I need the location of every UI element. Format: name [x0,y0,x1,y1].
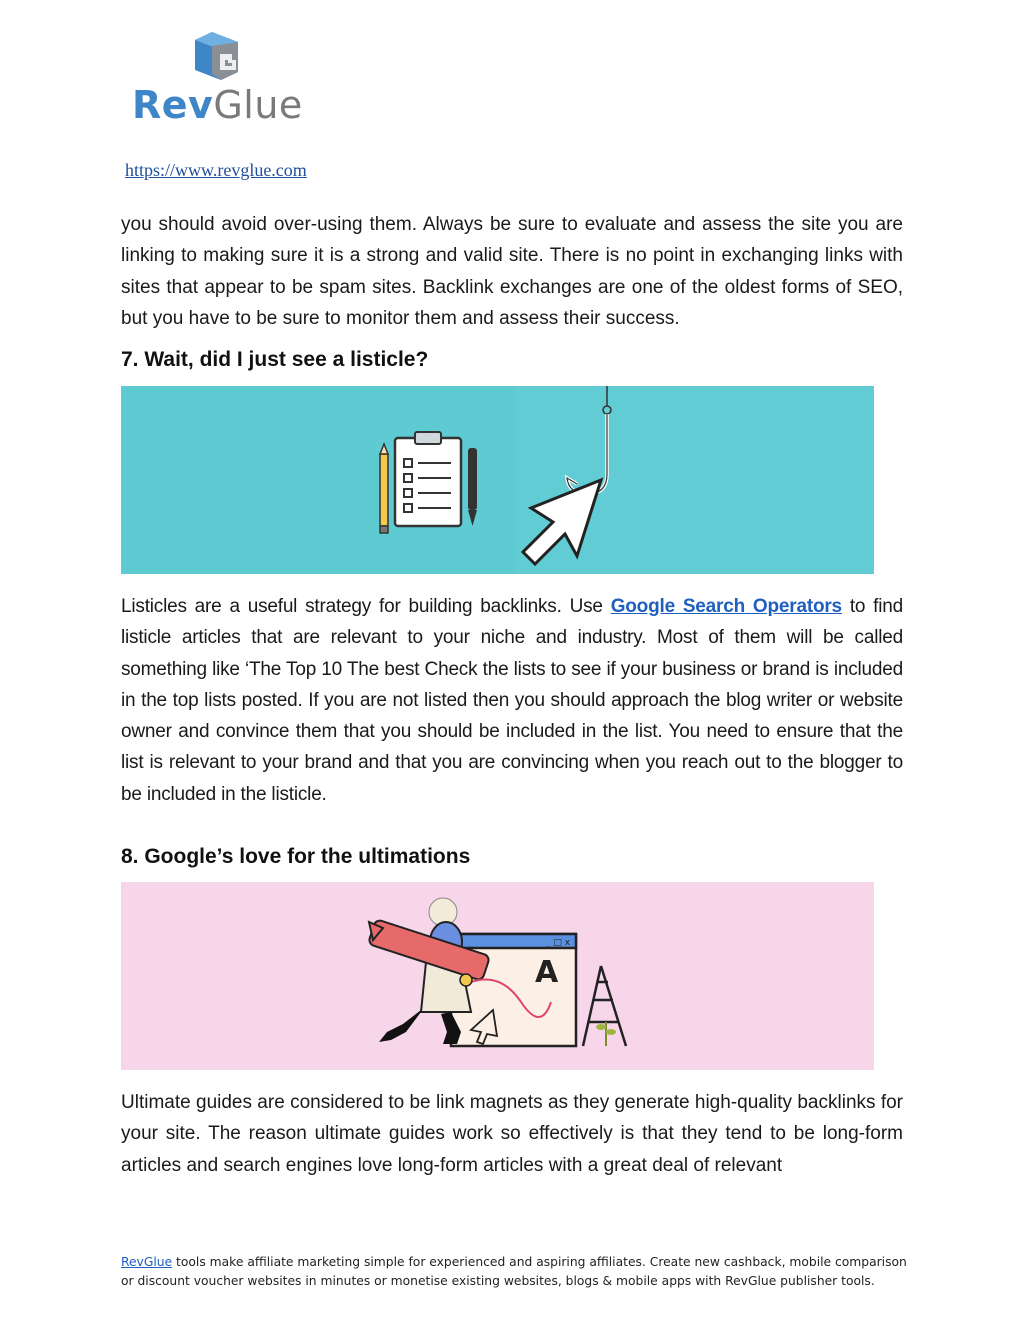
letter-a-text: A [535,955,559,990]
listicle-banner-image [121,386,874,574]
section-8-paragraph: Ultimate guides are considered to be link magnets as they generate high-quality backlinks for your site. The reason ultimate guides work so effectively is that they tend to be long-form articles and search engines love long-form articles with a great deal of relevant [121,1092,903,1176]
intro-paragraph: you should avoid over-using them. Always be sure to evaluate and assess the site you are linking to making sure it is a strong and valid site. There is no point in exchanging links with sites that appear to be spam sites. Backlink exchanges are one of the oldest forms of SEO, but you have to be sure to monitor them and assess their success. [121,214,903,329]
pencil-icon [380,444,388,533]
page-footer [121,1253,911,1291]
logo-glue-text: Glue [213,83,303,127]
window-controls-text: _ □ x [546,938,571,948]
logo-cube-icon [195,32,238,80]
clipboard-checklist-icon [395,432,461,526]
footer-revglue-link[interactable]: RevGlue [121,1255,173,1269]
logo-wordmark [132,83,303,127]
pen-icon [468,448,477,526]
logo-rev-text: Rev [132,83,214,127]
section-7-heading: 7. Wait, did I just see a listicle? [121,348,429,371]
section-7-text-start: Listicles are a useful strategy for building backlinks. Use [121,596,611,617]
section-8-heading: 8. Google’s love for the ultimations [121,845,471,868]
section-7-text-end: to find listicle articles that are relevant to your niche and industry. Most of them will be called something like ‘The Top 10 The best Check the lists to see if your business or brand is included in the top lists posted. If you are not listed then you should approach the blog writer or website owner and convince them that you should be included in the list. You need to ensure that the list is relevant to your brand and that you are convincing when you reach out to the blogger to be included in the listicle. [121,596,904,805]
google-search-operators-link[interactable]: Google Search Operators [610,596,842,617]
footer-text: tools make affiliate marketing simple for experienced and aspiring affiliates. Create new cashback, mobile comparison or discount voucher websites in minutes or monetise existing websites, blogs & mobile apps with RevGlue publisher tools. [121,1255,907,1288]
section-7-paragraph [121,591,903,810]
ultimate-guide-banner-image [121,882,874,1070]
site-url-link[interactable]: https://www.revglue.com [125,160,307,180]
